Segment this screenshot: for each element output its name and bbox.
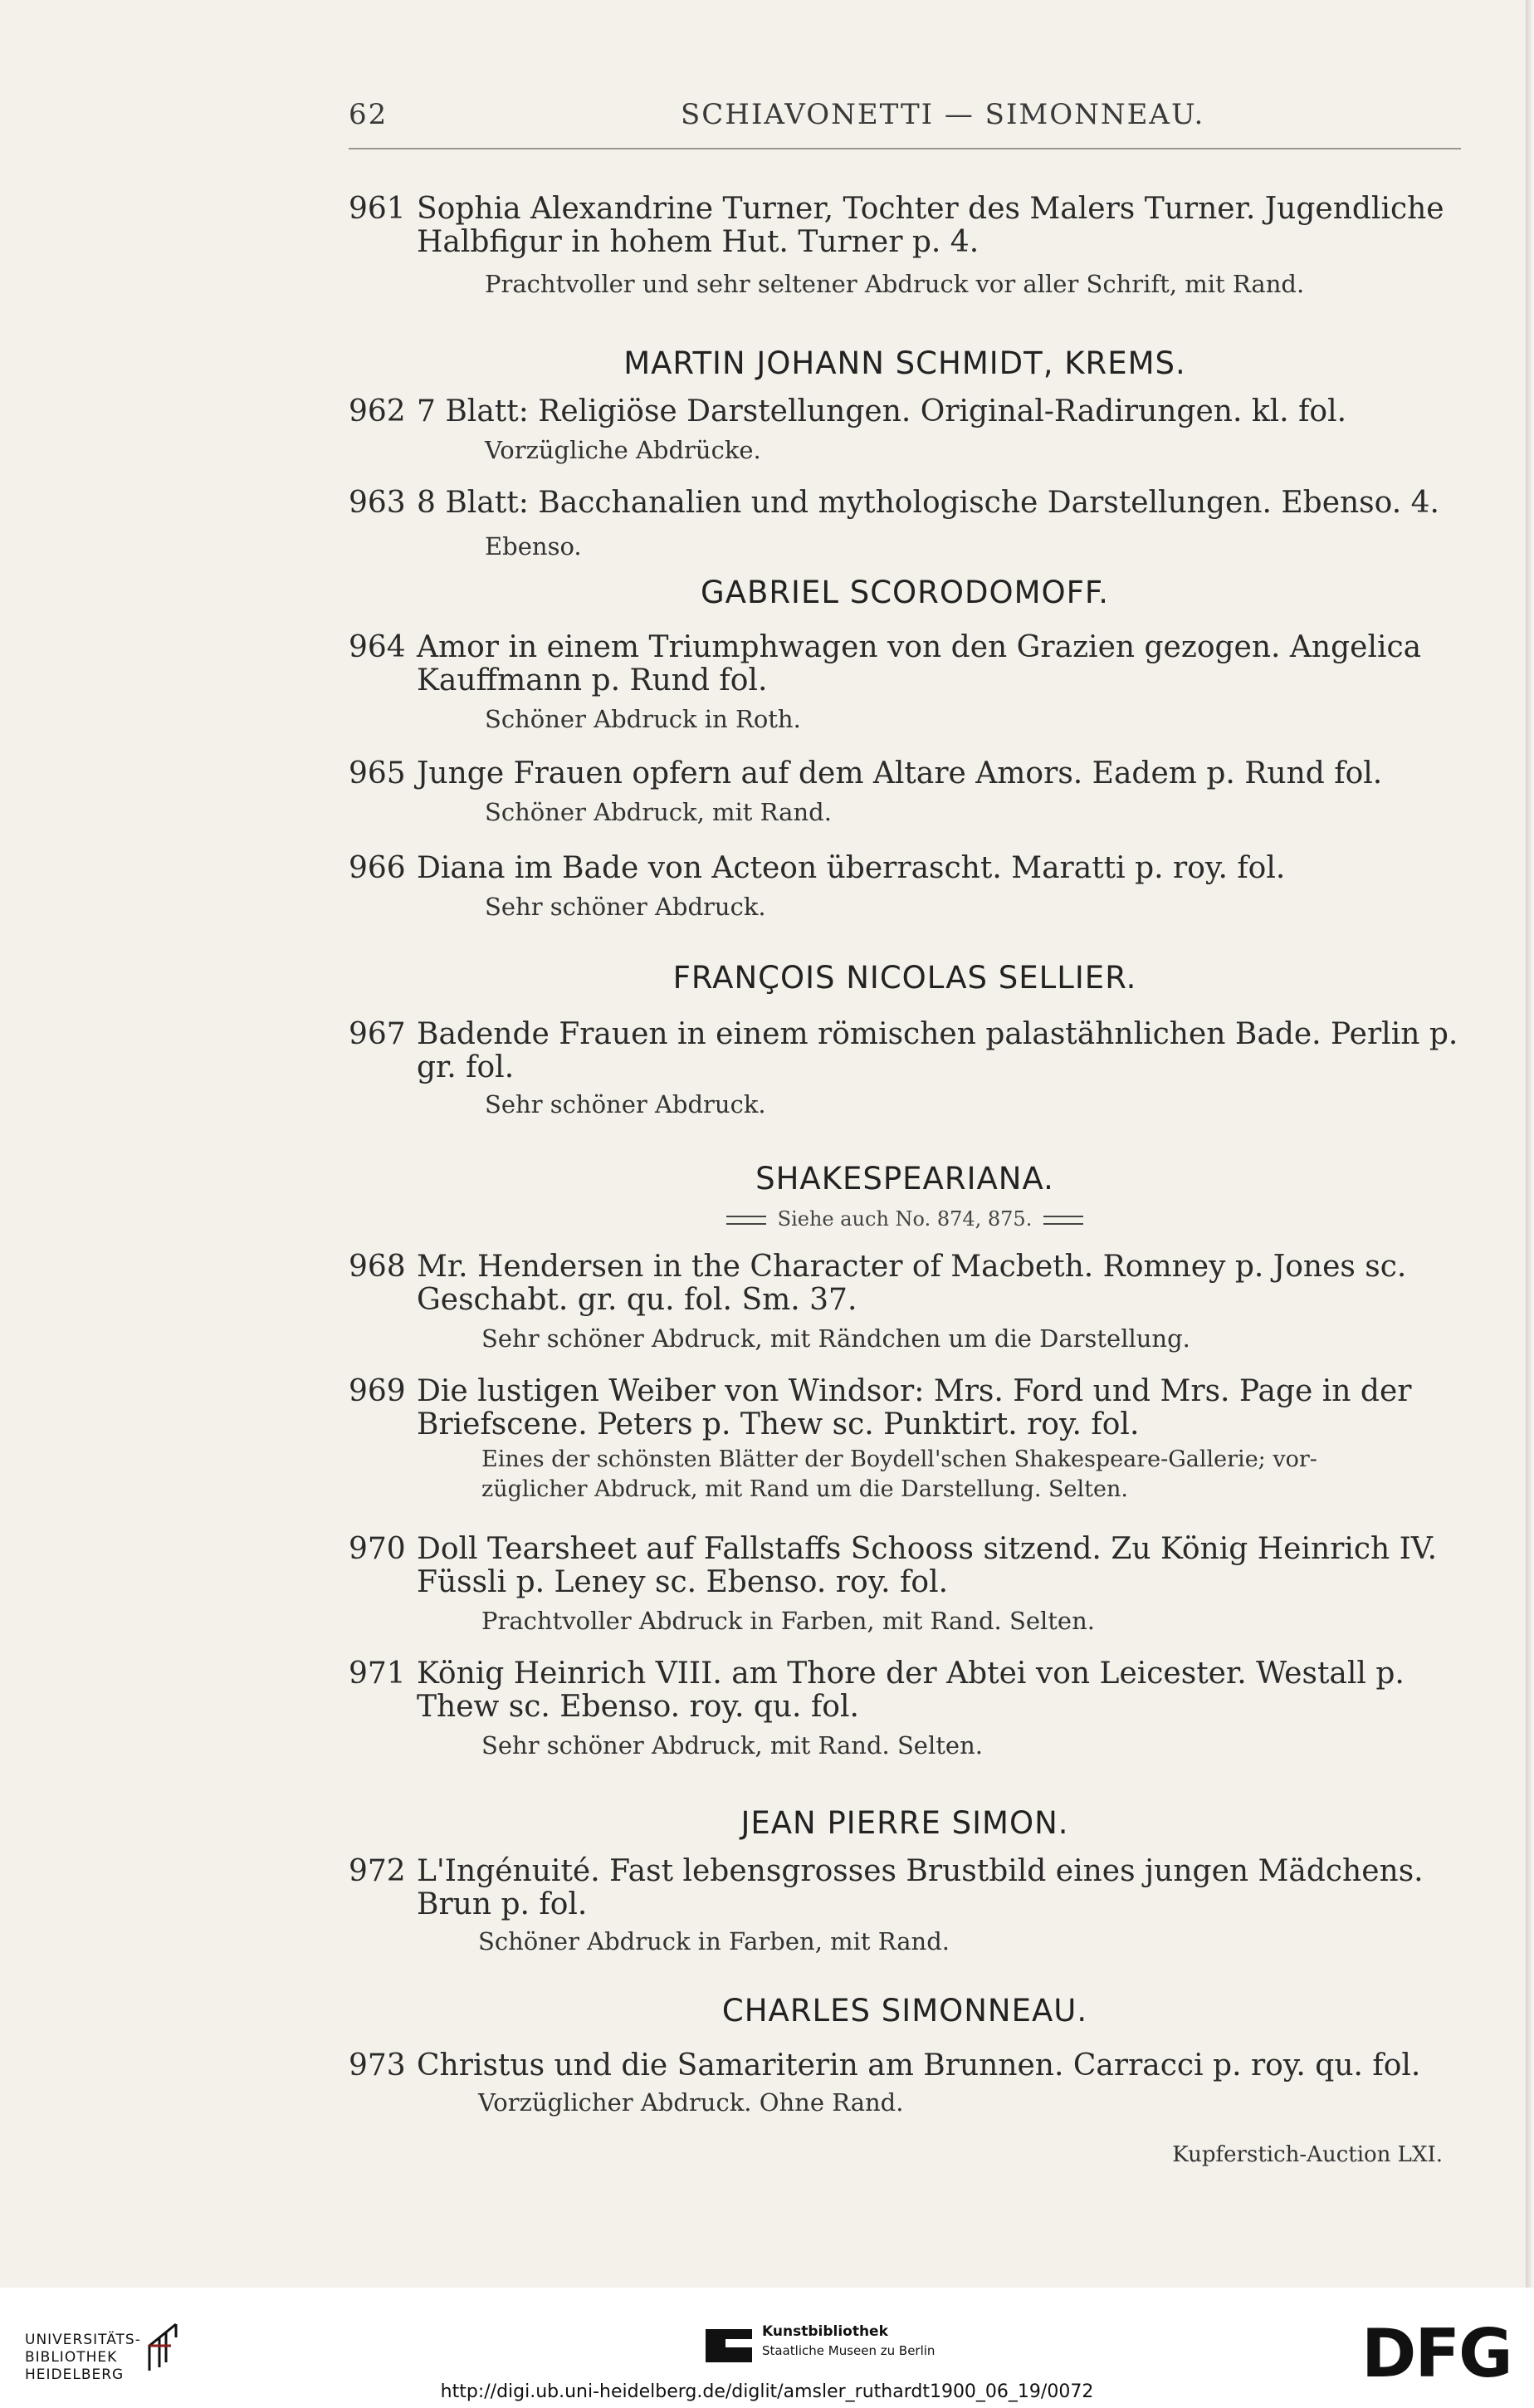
entry-line: Halbfigur in hohem Hut. Turner p. 4. xyxy=(417,225,980,259)
entry-line: Mr. Hendersen in the Character of Macbeth. Romney p. Jones sc. xyxy=(417,1250,1407,1284)
entry-number: 969 xyxy=(349,1374,406,1408)
running-title: SCHIAVONETTI — SIMONNEAU. xyxy=(681,98,1205,131)
entry-line: Doll Tearsheet auf Fallstaffs Schooss sitzend. Zu König Heinrich IV. xyxy=(417,1532,1438,1566)
entry-note: Sehr schöner Abdruck. xyxy=(485,1090,766,1118)
entry-note-line: züglicher Abdruck, mit Rand um die Darstellung. Selten. xyxy=(481,1476,1128,1502)
entry-line: Sophia Alexandrine Turner, Tochter des Malers Turner. Jugendliche xyxy=(417,192,1444,226)
artist-heading: FRANÇOIS NICOLAS SELLIER. xyxy=(672,960,1137,996)
entry-number: 970 xyxy=(349,1532,406,1566)
entry-line: Junge Frauen opfern auf dem Altare Amors. Eadem p. Rund fol. xyxy=(417,756,1383,790)
entry-note-line: Eines der schönsten Blätter der Boydell'schen Shakespeare-Gallerie; vor- xyxy=(481,1446,1317,1472)
section-heading: SHAKESPEARIANA. xyxy=(755,1161,1054,1197)
entry-note xyxy=(481,1445,1317,1505)
kunstbibliothek-subtitle: Staatliche Museen zu Berlin xyxy=(762,2343,936,2358)
university-library-name xyxy=(25,2332,141,2384)
entry-note: Schöner Abdruck in Roth. xyxy=(485,705,801,733)
entry-number: 962 xyxy=(349,394,406,428)
kunstbibliothek-logo-icon xyxy=(706,2322,752,2369)
entry-note: Schöner Abdruck, mit Rand. xyxy=(485,798,832,826)
entry-line: Diana im Bade von Acteon überrascht. Maratti p. roy. fol. xyxy=(417,851,1286,885)
entry-line: Christus und die Samariterin am Brunnen. Carracci p. roy. qu. fol. xyxy=(417,2048,1421,2083)
entry-note: Sehr schöner Abdruck, mit Rändchen um die Darstellung. xyxy=(481,1324,1190,1353)
entry-line: 7 Blatt: Religiöse Darstellungen. Original-Radirungen. kl. fol. xyxy=(417,394,1347,428)
university-line: HEIDELBERG xyxy=(25,2366,125,2383)
entry-line: Geschabt. gr. qu. fol. Sm. 37. xyxy=(417,1283,857,1317)
artist-heading: GABRIEL SCORODOMOFF. xyxy=(700,575,1110,610)
ornament-rule xyxy=(726,1216,766,1225)
header-rule xyxy=(349,148,1461,149)
kunstbibliothek-title: Kunstbibliothek xyxy=(762,2323,888,2340)
entry-line: L'Ingénuité. Fast lebensgrosses Brustbild eines jungen Mädchens. xyxy=(417,1854,1424,1888)
entry-line: Badende Frauen in einem römischen palastähnlichen Bade. Perlin p. xyxy=(417,1017,1458,1051)
university-logo-icon xyxy=(143,2321,183,2374)
entry-line: Thew sc. Ebenso. roy. qu. fol. xyxy=(417,1690,859,1724)
entry-line: 8 Blatt: Bacchanalien und mythologische Darstellungen. Ebenso. 4. xyxy=(417,486,1439,520)
entry-line: Briefscene. Peters p. Thew sc. Punktirt. roy. fol. xyxy=(417,1407,1140,1441)
entry-line: Kauffmann p. Rund fol. xyxy=(417,663,768,697)
dfg-logo: DFG xyxy=(1361,2315,1512,2392)
catalog-footer-note: Kupferstich-Auction LXI. xyxy=(1172,2142,1443,2167)
artist-heading: JEAN PIERRE SIMON. xyxy=(740,1805,1069,1841)
artist-heading: CHARLES SIMONNEAU. xyxy=(721,1993,1088,2029)
entry-note: Prachtvoller und sehr seltener Abdruck vor aller Schrift, mit Rand. xyxy=(485,270,1305,298)
artist-heading: MARTIN JOHANN SCHMIDT, KREMS. xyxy=(623,345,1186,381)
entry-line: Füssli p. Leney sc. Ebenso. roy. fol. xyxy=(417,1565,949,1599)
entry-number: 967 xyxy=(349,1017,406,1051)
entry-number: 964 xyxy=(349,630,406,664)
entry-line: Die lustigen Weiber von Windsor: Mrs. Ford und Mrs. Page in der xyxy=(417,1374,1412,1408)
entry-note: Vorzüglicher Abdruck. Ohne Rand. xyxy=(478,2088,904,2117)
entry-note: Vorzügliche Abdrücke. xyxy=(485,436,761,464)
entry-line: König Heinrich VIII. am Thore der Abtei von Leicester. Westall p. xyxy=(417,1657,1405,1691)
entry-line: gr. fol. xyxy=(417,1050,515,1084)
entry-number: 963 xyxy=(349,486,406,520)
entry-note: Ebenso. xyxy=(485,532,582,560)
entry-note: Sehr schöner Abdruck, mit Rand. Selten. xyxy=(481,1731,983,1760)
page-number: 62 xyxy=(349,98,388,131)
crossref-text: Siehe auch No. 874, 875. xyxy=(777,1207,1033,1231)
university-line: BIBLIOTHEK xyxy=(25,2349,118,2366)
entry-note: Sehr schöner Abdruck. xyxy=(485,893,766,921)
entry-note: Schöner Abdruck in Farben, mit Rand. xyxy=(478,1927,950,1955)
entry-number: 961 xyxy=(349,192,406,226)
page-edge xyxy=(1526,0,1534,2288)
entry-number: 973 xyxy=(349,2048,406,2083)
entry-number: 966 xyxy=(349,851,406,885)
section-crossref xyxy=(349,1207,1461,1231)
entry-line: Amor in einem Triumphwagen von den Grazien gezogen. Angelica xyxy=(417,630,1422,664)
entry-number: 968 xyxy=(349,1250,406,1284)
entry-note: Prachtvoller Abdruck in Farben, mit Rand. Selten. xyxy=(481,1607,1095,1635)
source-url-link[interactable]: http://digi.ub.uni-heidelberg.de/diglit/amsler_ruthardt1900_06_19/0072 xyxy=(440,2381,1094,2402)
ornament-rule xyxy=(1043,1216,1083,1225)
entry-number: 972 xyxy=(349,1854,406,1888)
entry-number: 971 xyxy=(349,1657,406,1691)
entry-line: Brun p. fol. xyxy=(417,1887,588,1921)
entry-number: 965 xyxy=(349,756,406,790)
university-line: UNIVERSITÄTS- xyxy=(25,2332,141,2348)
